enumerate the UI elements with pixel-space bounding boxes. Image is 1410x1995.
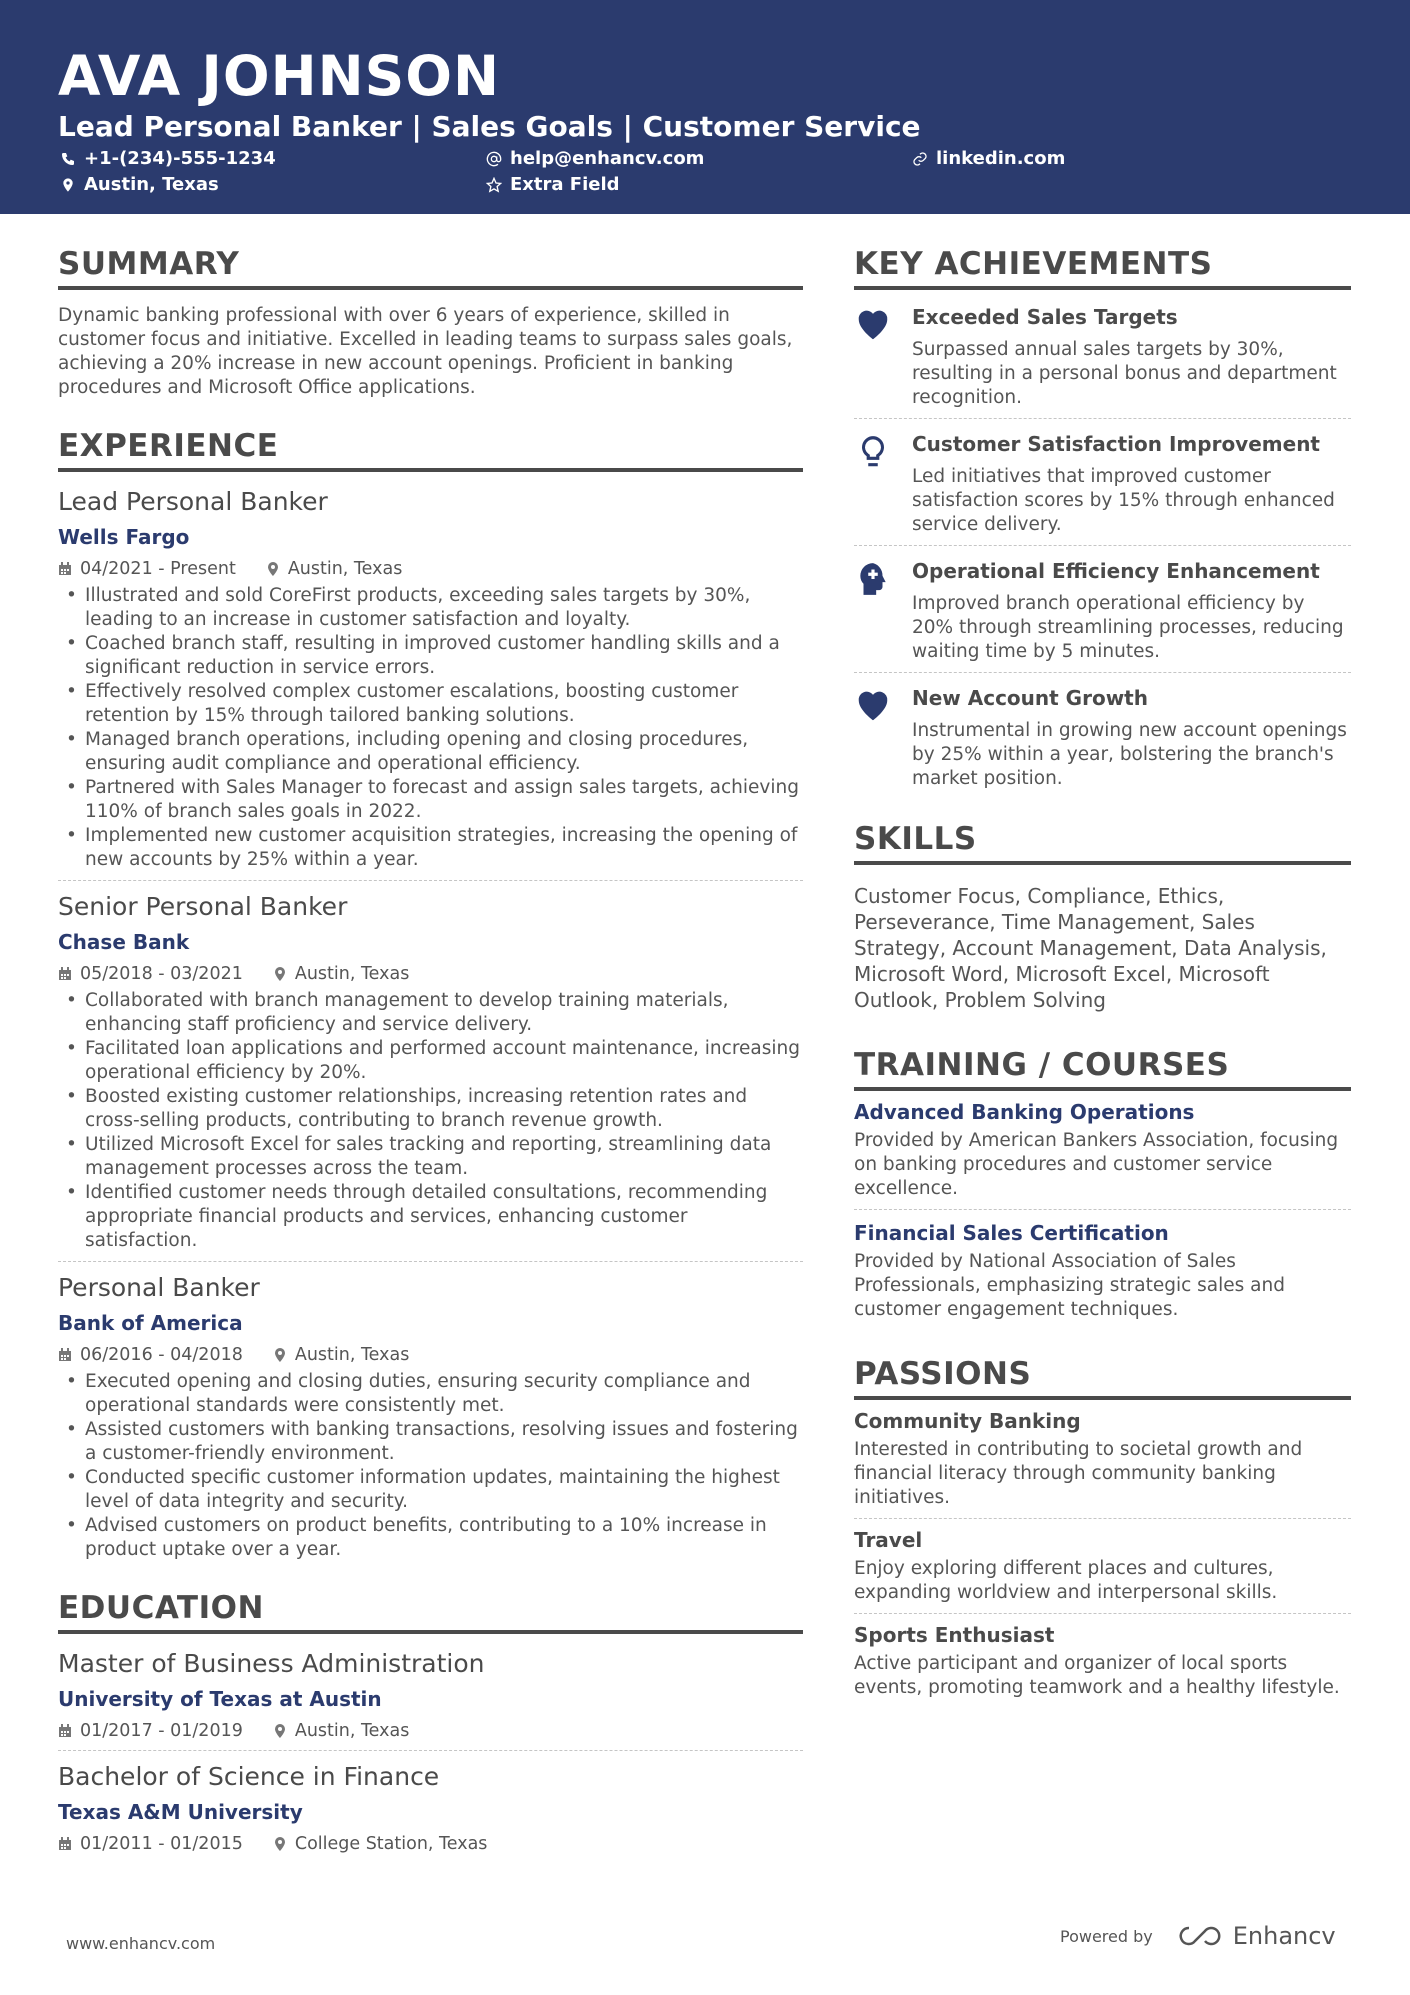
achievement-title: Operational Efficiency Enhancement xyxy=(912,559,1320,583)
achievements-section xyxy=(854,246,1351,799)
star-icon xyxy=(486,177,502,193)
achievement-item xyxy=(854,545,1351,672)
right-column xyxy=(854,246,1351,1708)
lightbulb-icon xyxy=(854,431,912,537)
section-title-passions: PASSIONS xyxy=(854,1356,1351,1400)
date-range xyxy=(58,1833,243,1855)
job-bullets xyxy=(58,1370,803,1562)
location-text: Austin, Texas xyxy=(84,174,219,195)
job-meta xyxy=(58,963,803,985)
extra-field-text: Extra Field xyxy=(510,174,620,195)
contact-email[interactable] xyxy=(486,148,704,169)
email-text: help@enhancv.com xyxy=(510,148,705,169)
passion-item xyxy=(854,1518,1351,1613)
calendar-icon xyxy=(58,1724,72,1738)
job-bullets xyxy=(58,989,803,1253)
achievement-desc: Surpassed annual sales targets by 30%, resulting in a personal bonus and department recognition. xyxy=(912,339,1337,408)
bullet-item: • Identified customer needs through detailed consultations, recommending appropriate financial products and services, enhancing customer satisfaction. xyxy=(58,1181,803,1253)
achievement-title: Exceeded Sales Targets xyxy=(912,305,1178,329)
date-text: 05/2018 - 03/2021 xyxy=(80,964,243,984)
achievement-body xyxy=(912,558,1351,664)
job-meta xyxy=(58,1720,803,1742)
jobs-list xyxy=(58,486,803,1570)
passion-desc: Interested in contributing to societal growth and financial literacy through community banking initiatives. xyxy=(854,1439,1303,1508)
footer-branding xyxy=(1060,1922,1336,1950)
job-title: Personal Banker xyxy=(58,1273,260,1302)
linkedin-text: linkedin.com xyxy=(936,148,1066,169)
job-location xyxy=(273,963,410,985)
education-entry xyxy=(58,1648,803,1750)
heart-icon xyxy=(854,304,912,410)
section-title-achievements: KEY ACHIEVEMENTS xyxy=(854,246,1351,290)
achievement-title: New Account Growth xyxy=(912,686,1148,710)
bullet-item: • Assisted customers with banking transactions, resolving issues and fostering a customer-friendly environment. xyxy=(58,1418,803,1466)
date-text: 01/2011 - 01/2015 xyxy=(80,1834,243,1854)
enhancv-logo-icon xyxy=(1177,1924,1223,1948)
job-meta xyxy=(58,558,803,580)
at-sign-icon xyxy=(486,151,502,167)
course-item xyxy=(854,1099,1351,1209)
company-name: Wells Fargo xyxy=(58,525,190,549)
date-range xyxy=(58,963,243,985)
achievement-item xyxy=(854,672,1351,799)
achievement-title: Customer Satisfaction Improvement xyxy=(912,432,1320,456)
location-text: Austin, Texas xyxy=(287,559,403,579)
education-list xyxy=(58,1648,803,1863)
achievement-desc: Improved branch operational efficiency by 20% through streamlining processes, reducing waiting time by 5 minutes. xyxy=(912,593,1344,662)
training-list xyxy=(854,1099,1351,1330)
passion-title: Sports Enthusiast xyxy=(854,1623,1055,1647)
bullet-item: • Conducted specific customer information updates, maintaining the highest level of data integrity and security. xyxy=(58,1466,803,1514)
enhancv-logo[interactable] xyxy=(1177,1922,1336,1950)
achievement-item xyxy=(854,292,1351,418)
bullet-item: • Facilitated loan applications and performed account maintenance, increasing operational efficiency by 20%. xyxy=(58,1037,803,1085)
passion-item xyxy=(854,1613,1351,1708)
course-desc: Provided by American Bankers Association, focusing on banking procedures and customer service excellence. xyxy=(854,1130,1339,1199)
job-location xyxy=(273,1720,410,1742)
skills-text: Customer Focus, Compliance, Ethics, Perseverance, Time Management, Sales Strategy, Account Management, Data Analysis, Microsoft Word, Microsoft Excel, Microsoft Outlook, Problem Solving xyxy=(854,884,1327,1012)
section-title-skills: SKILLS xyxy=(854,821,1351,865)
location-pin-icon xyxy=(273,967,287,981)
summary-section xyxy=(58,246,803,400)
education-section xyxy=(58,1590,803,1863)
course-title: Financial Sales Certification xyxy=(854,1221,1169,1245)
location-pin-icon xyxy=(273,1724,287,1738)
heart-icon xyxy=(854,685,912,791)
bullet-item: • Coached branch staff, resulting in improved customer handling skills and a significant reduction in service errors. xyxy=(58,632,803,680)
link-icon xyxy=(912,151,928,167)
achievements-list xyxy=(854,292,1351,799)
school-name: Texas A&M University xyxy=(58,1800,303,1824)
bullet-item: • Collaborated with branch management to develop training materials, enhancing staff proficiency and service delivery. xyxy=(58,989,803,1037)
bullet-item: • Executed opening and closing duties, ensuring security compliance and operational standards were consistently met. xyxy=(58,1370,803,1418)
contact-extra xyxy=(486,174,620,195)
job-location xyxy=(273,1344,410,1366)
date-text: 01/2017 - 01/2019 xyxy=(80,1721,243,1741)
contact-location xyxy=(60,174,219,195)
achievement-body xyxy=(912,304,1351,410)
date-range xyxy=(58,1720,243,1742)
bullet-item: • Managed branch operations, including opening and closing procedures, ensuring audit compliance and operational efficiency. xyxy=(58,728,803,776)
passion-desc: Enjoy exploring different places and cultures, expanding worldview and interpersonal skills. xyxy=(854,1558,1278,1603)
contact-linkedin[interactable] xyxy=(912,148,1065,169)
passion-title: Travel xyxy=(854,1528,923,1552)
course-item xyxy=(854,1209,1351,1330)
date-text: 04/2021 - Present xyxy=(80,559,236,579)
education-entry xyxy=(58,1750,803,1863)
achievement-desc: Led initiatives that improved customer satisfaction scores by 15% through enhanced service delivery. xyxy=(912,466,1335,535)
brand-text: Enhancv xyxy=(1232,1922,1336,1950)
job-location xyxy=(266,558,403,580)
course-desc: Provided by National Association of Sales Professionals, emphasizing strategic sales and customer engagement techniques. xyxy=(854,1251,1285,1320)
passion-item xyxy=(854,1408,1351,1518)
job-title: Lead Personal Banker xyxy=(58,487,328,516)
bullet-item: • Implemented new customer acquisition strategies, increasing the opening of new accounts by 25% within a year. xyxy=(58,824,803,872)
location-pin-icon xyxy=(273,1348,287,1362)
company-name: Chase Bank xyxy=(58,930,190,954)
bullet-item: • Advised customers on product benefits, contributing to a 10% increase in product uptake over a year. xyxy=(58,1514,803,1562)
job-meta xyxy=(58,1344,803,1366)
course-title: Advanced Banking Operations xyxy=(854,1100,1195,1124)
achievement-item xyxy=(854,418,1351,545)
phone-icon xyxy=(60,151,76,167)
location-text: Austin, Texas xyxy=(294,1345,410,1365)
calendar-icon xyxy=(58,967,72,981)
candidate-headline: Lead Personal Banker | Sales Goals | Customer Service xyxy=(58,110,921,143)
calendar-icon xyxy=(58,1348,72,1362)
location-text: Austin, Texas xyxy=(294,1721,410,1741)
job-entry xyxy=(58,486,803,880)
calendar-icon xyxy=(58,562,72,576)
location-pin-icon xyxy=(60,177,76,193)
date-range xyxy=(58,1344,243,1366)
bullet-item: • Effectively resolved complex customer escalations, boosting customer retention by 15% through tailored banking solutions. xyxy=(58,680,803,728)
passion-desc: Active participant and organizer of local sports events, promoting teamwork and a healthy lifestyle. xyxy=(854,1653,1340,1698)
contact-phone[interactable] xyxy=(60,148,276,169)
section-title-experience: EXPERIENCE xyxy=(58,428,803,472)
company-name: Bank of America xyxy=(58,1311,243,1335)
bullet-item: • Utilized Microsoft Excel for sales tracking and reporting, streamlining data management processes across the team. xyxy=(58,1133,803,1181)
head-brain-icon xyxy=(854,558,912,664)
calendar-icon xyxy=(58,1837,72,1851)
passion-title: Community Banking xyxy=(854,1409,1081,1433)
location-pin-icon xyxy=(266,562,280,576)
training-section xyxy=(854,1047,1351,1330)
job-title: Senior Personal Banker xyxy=(58,892,348,921)
achievement-body xyxy=(912,685,1351,791)
bullet-item: • Illustrated and sold CoreFirst products, exceeding sales targets by 30%, leading to an increase in customer satisfaction and loyalty. xyxy=(58,584,803,632)
location-text: College Station, Texas xyxy=(294,1834,488,1854)
footer-website[interactable]: www.enhancv.com xyxy=(66,1934,216,1953)
skills-section xyxy=(854,821,1351,1013)
job-meta xyxy=(58,1833,803,1855)
school-name: University of Texas at Austin xyxy=(58,1687,382,1711)
achievement-body xyxy=(912,431,1351,537)
job-entry xyxy=(58,1261,803,1570)
location-pin-icon xyxy=(273,1837,287,1851)
experience-section xyxy=(58,428,803,1570)
date-text: 06/2016 - 04/2018 xyxy=(80,1345,243,1365)
candidate-name: AVA JOHNSON xyxy=(58,44,501,108)
job-location xyxy=(273,1833,488,1855)
section-title-summary: SUMMARY xyxy=(58,246,803,290)
degree-title: Bachelor of Science in Finance xyxy=(58,1762,440,1791)
bullet-item: • Partnered with Sales Manager to forecast and assign sales targets, achieving 110% of branch sales goals in 2022. xyxy=(58,776,803,824)
phone-text: +1-(234)-555-1234 xyxy=(84,148,276,169)
section-title-training: TRAINING / COURSES xyxy=(854,1047,1351,1091)
passions-list xyxy=(854,1408,1351,1708)
date-range xyxy=(58,558,236,580)
summary-text: Dynamic banking professional with over 6 years of experience, skilled in customer focus and initiative. Excelled in leading teams to surpass sales goals, achieving a 20% increase in new account openings. Proficient in banking procedures and Microsoft Office applications. xyxy=(58,305,793,398)
passions-section xyxy=(854,1356,1351,1708)
powered-by-label: Powered by xyxy=(1060,1926,1153,1946)
job-entry xyxy=(58,880,803,1261)
degree-title: Master of Business Administration xyxy=(58,1649,485,1678)
achievement-desc: Instrumental in growing new account openings by 25% within a year, bolstering the branch's market position. xyxy=(912,720,1347,789)
bullet-item: • Boosted existing customer relationships, increasing retention rates and cross-selling products, contributing to branch revenue growth. xyxy=(58,1085,803,1133)
left-column xyxy=(58,246,803,1863)
location-text: Austin, Texas xyxy=(294,964,410,984)
job-bullets xyxy=(58,584,803,872)
section-title-education: EDUCATION xyxy=(58,1590,803,1634)
resume-header xyxy=(0,0,1410,214)
